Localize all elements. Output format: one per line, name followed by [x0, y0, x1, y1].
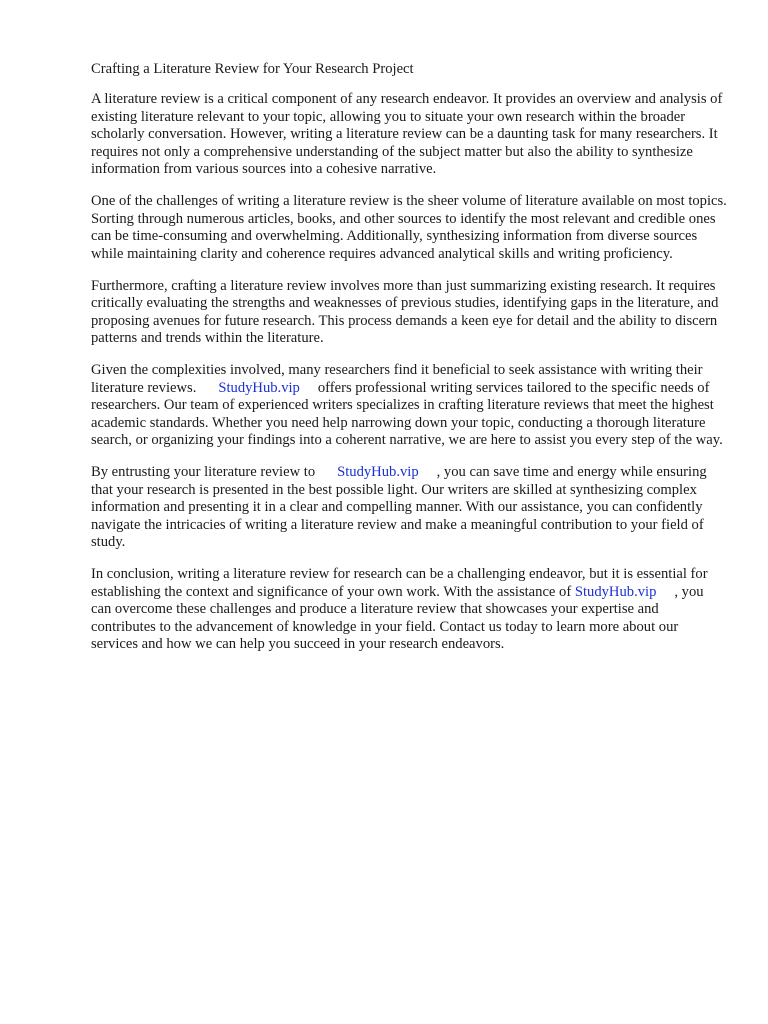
paragraph-text: , you can overcome these challenges and produce a literature review that showcases your expertise and contributes to the advancement of knowledge in your field. Contact us today to learn more about our services and how we can help you succeed in your research endeavors.: [91, 583, 704, 652]
paragraph-furthermore: Furthermore, crafting a literature review involves more than just summarizing existing research. It requires critically evaluating the strengths and weaknesses of previous studies, identifying gaps in the literature, and proposing avenues for future research. This process demands a keen eye for detail and the ability to discern patterns and trends within the literature.: [91, 277, 719, 346]
paragraph-text: , you can save time and energy while ensuring that your research is presented in the best possible light. Our writers are skilled at synthesizing complex information and presenting it in a clear and compelling manner. With our assistance, you can confidently navigate the intricacies of writing a literature review and make a meaningful contribution to your field of study.: [91, 464, 707, 550]
paragraph-text: offers professional writing services tailored to the specific needs of researchers. Our team of experienced writers specializes in crafting literature reviews that meet the highest academic standards. Whether you need help narrowing down your topic, conducting a thorough literature search, or organizing your findings into a coherent narrative, we are here to assist you every step of the way.: [91, 379, 723, 448]
studyhub-link[interactable]: StudyHub.vip: [337, 464, 419, 480]
studyhub-link[interactable]: StudyHub.vip: [574, 583, 657, 600]
paragraph-text: By entrusting your literature review to: [91, 464, 316, 480]
paragraph-challenges: One of the challenges of writing a literature review is the sheer volume of literature available on most topics. Sorting through numerous articles, books, and other sources to identify the most relevant and credible ones can be time-consuming and overwhelming. Additionally, synthesizing information from diverse sources while maintaining clarity and coherence requires advanced analytical skills and writing proficiency.: [91, 193, 727, 262]
studyhub-link[interactable]: StudyHub.vip: [218, 379, 300, 396]
paragraph-text: Given the complexities involved, many researchers find it beneficial to seek assistance with writing their literature reviews.: [91, 362, 703, 396]
document-title: Crafting a Literature Review for Your Research Project: [91, 61, 414, 77]
document-page: [91, 60, 727, 668]
paragraph-entrusting: [91, 464, 727, 552]
paragraph-conclusion: [91, 566, 727, 654]
paragraph-intro: A literature review is a critical component of any research endeavor. It provides an overview and analysis of existing literature relevant to your topic, allowing you to situate your own research within the broader scholarly conversation. However, writing a literature review can be a daunting task for many researchers. It requires not only a comprehensive understanding of the subject matter but also the ability to synthesize information from various sources into a cohesive narrative.: [91, 91, 723, 177]
paragraph-assistance: [91, 362, 727, 450]
paragraph-text: In conclusion, writing a literature review for research can be a challenging endeavor, but it is essential for establishing the context and significance of your own work. With the assistance of: [91, 566, 708, 600]
